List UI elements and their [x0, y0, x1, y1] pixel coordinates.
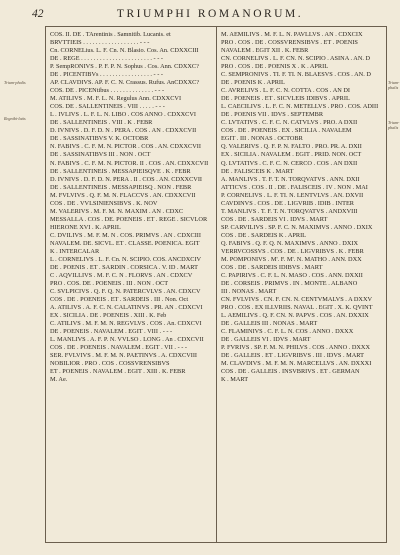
entry-line: M. Ae.: [50, 376, 68, 384]
entry-line: COS. DE . PICENtibus . . . . . . . . . . . . . . - - -: [50, 87, 165, 95]
entry-line: C. LVTATIVS . C. F. C. N. CATVLVS . PRO. A DXII: [221, 119, 358, 127]
entry-line: COS . DE . VVLSINIENSIBVS . K. NOV: [50, 199, 158, 207]
entry-line: CN. FVLVIVS . CN. F. CN. N. CENTVMALVS . A DXXV: [221, 296, 373, 304]
entry-line: N. FABIVS . C. F. M. N. PICTOR . COS . AN. CDXXCVII: [50, 143, 201, 151]
entry-line: PRO . COS . EX ILLVRIIS. NAVAL . EGIT . X. K. QVINT: [221, 304, 373, 312]
entry-line: L. CAECILIVS . L. F. C. N. METELLVS . PRO . COS. ADIII: [221, 103, 379, 111]
entry-line: T. MANLIVS . T. F. T. N. TORQVATVS . ANDXVIII: [221, 207, 358, 215]
entry-line: P. SempRONIVS . P. F. P. N. Sophus . Cos. Ann. CDXXC?: [50, 63, 199, 71]
entry-line: M. ATILIVS . M. F. L. N. Regulus Ann. CDXXCVI: [50, 95, 182, 103]
margin-note: Trium-phalis: [388, 120, 400, 130]
entry-line: DE . CORSEIS . PRIMVS . IN . MONTE . ALBANO: [221, 279, 358, 287]
entry-line: EX . SICILIA . DE . POENEIS . XIII . K. Feb: [50, 312, 167, 320]
entry-line: COS . DE . POENEIS . NAVALEM . EGIT . VII . - - -: [50, 344, 188, 352]
entry-line: L . IVLIVS . L. F. L. N. LIBO . COS ANNO . CDXXCVI: [50, 111, 197, 119]
entry-line: NAVALEM. DE. SICVL. ET . CLASSE. POENICA. EGIT: [50, 239, 200, 247]
entry-line: ATTICVS . COS . II . DE . FALISCEIS . IV . NON . MAI: [221, 183, 368, 191]
entry-line: EGIT . III . NONAS . OCTOBR: [221, 135, 303, 143]
margin-note: Regnibi-latis: [4, 116, 26, 121]
entry-line: D. IVNIVS . D. F. D. N . PERA . COS . AN . CDXXCVII: [50, 127, 197, 135]
entry-line: DE . SALLENTINEIS . MESSAPIEISQVE . K . FEBR: [50, 167, 191, 175]
entry-line: C. SVLPICIVS . Q. F. Q. N. PATERCVLVS . AN. CDXCV: [50, 288, 201, 295]
entry-line: L. AEMILIVS . Q. F. CN. N. PAPVS . COS . AN. DXXIX: [221, 312, 369, 320]
entry-line: M. AEMILIVS . M. F. L. N. PAVLLVS . AN . CDXCIX: [221, 31, 363, 38]
entry-line: CN. CORNELIVS . L. F. CN. N. SCIPIO . ASINA . AN. D: [221, 55, 371, 63]
entry-line: DE . FALISCEIS K . MART: [221, 167, 294, 175]
entry-line: VERRVCOSSVS . COS . DE . LIGVRIBVS . K . FEBR: [221, 247, 364, 255]
running-head: [32, 8, 388, 24]
entry-line: PRO . COS. DE . POENEIS . III . NON . OCT: [50, 279, 169, 287]
entry-line: NAVALEM . EGIT XII . K. FEBR: [221, 47, 309, 55]
entry-line: BRVTTIEIS . . . . . . . . . . . . . . . . . . - - -: [50, 39, 150, 47]
entry-line: P. CORNELIVS . L. F. TI. N. LENTVLVS . AN. DXVII: [221, 191, 364, 199]
page-number: 42: [32, 8, 44, 20]
entry-line: SER. FVLVIVS . M. F. M. N. PAETINVS . A. CDXCVIII: [50, 352, 198, 360]
entry-line: DE . POENIS K . APRIL: [221, 79, 285, 87]
entry-line: M. CLAVDIVS . M. F. M. N. MARCELLVS . AN. DXXXI: [221, 360, 372, 368]
entry-line: DE . SALLENTINEIS . MESSAPIEISQ . NON . FEBR: [50, 183, 192, 191]
entry-line: M. POMPONIVS . M'. F. M'. N. MATHO . ANN. DXX: [221, 255, 362, 263]
entry-line: L . CORNELIVS . L. F. Cn. N. SCIPIO. COS. ANCDXCIV: [50, 255, 202, 263]
entry-line: III . NONAS . MART: [221, 288, 277, 295]
column-divider: [216, 27, 217, 542]
entry-line: DE . POENEIS . NAVALEM . EGIT . VIII . - - -: [50, 328, 173, 336]
entry-line: A. MANLIVS . T. F. T. N. TORQVATVS . ANN. DXII: [221, 175, 360, 183]
entry-line: ET . POENEIS . NAVALEM . EGIT . XIII . K. FEBR: [50, 368, 186, 376]
entry-line: DE . GALLEIS VI . IDVS . MART: [221, 336, 311, 344]
entry-line: C. SEMPRONIVS . TI. F. TI. N. BLAESVS . COS . AN. D: [221, 71, 371, 79]
entry-line: COS. II. DE . TArentinis . Samnitib. Lucanis. et: [50, 31, 171, 38]
margin-note: Trium-phalis: [4, 80, 26, 85]
entry-line: SP. CARVILIVS . SP. F. C. N. MAXIMVS . ANNO . DXIX: [221, 223, 373, 231]
entry-line: COS . DE . GALLEIS . INSVBRIVS . ET . GERMAN: [221, 368, 360, 376]
entry-line: DE . GALLEIS III . NONAS . MART: [221, 320, 318, 328]
entry-line: COS . DE . POENEIS . ET . SARDEIS . III . Non. Oct: [50, 296, 189, 304]
entry-line: COS . DE . POENEIS . EX . SICILIA . NAVALEM: [221, 127, 352, 135]
page-title: TRIUMPHI ROMANORUM.: [116, 8, 304, 20]
entry-line: K . INTERCALAR: [50, 247, 100, 255]
entry-line: PRO . COS . DE . POENIS X . K . APRIL: [221, 63, 329, 71]
entry-line: DE . SASSINATIBVS V. K. OCTOBR: [50, 135, 149, 143]
entry-line: K . MART: [221, 376, 249, 384]
entry-line: DE . POENIS . ET . SARDIN . CORSICA . V. ID . MART: [50, 263, 198, 271]
entry-line: C . AQVILLIVS . M. F. C. N . FLORVS . AN . CDXCV: [50, 271, 193, 279]
entry-line: MESSALLA . COS . DE. POENEIS . ET . REGE . SICVLOR: [50, 215, 208, 223]
right-column: [221, 31, 383, 384]
entry-line: DE . POENEIS . ET . SICVLEIS IDIBVS . APRIL: [221, 95, 350, 103]
entry-line: DE . POENIS VII . IDVS . SEPTEMBR: [221, 111, 324, 119]
entry-line: COS. DE . SALLENTINEIS . VIII . . . . . - - -: [50, 103, 165, 111]
entry-line: PRO . COS . DE . COSSVRENSIBVS . ET . POENIS: [221, 39, 358, 47]
left-column: [50, 31, 212, 384]
entry-line: Cn. CORNELius. L. F. Cn. N. Blasio. Cos. An. CDXXCIII: [50, 47, 199, 55]
entry-line: C. PAPIRIVS . C. F. L. N. MASO . COS . ANN. DXXII: [221, 271, 363, 279]
entry-line: C. ATILIVS . M. F. M. N. REGVLVS . COS . An. CDXCVI: [50, 320, 202, 328]
entry-line: COS . DE . SARDEIS IDIBVS . MART: [221, 263, 323, 271]
entry-line: P. FVRIVS . SP. F. M. N. PHILVS . COS . ANNO . DXXX: [221, 344, 371, 352]
entry-line: EX . SICILIA . NAVALEM . EGIT . PRID. NON. OCT: [221, 151, 362, 159]
entry-line: M. VALERIVS . M. F. M. N. MAXIM . AN . CDXC: [50, 207, 184, 215]
entry-line: DE . SALLENTINEIS . VIII . K . FEBR: [50, 119, 153, 127]
entry-line: M. FVLVIVS . Q. F. M. N. FLACCVS . AN. CDXXCVII: [50, 191, 196, 199]
entry-line: Q. FABIVS . Q. F. Q. N. MAXIMVS . ANNO . DXIX: [221, 239, 359, 247]
entry-line: NOBILIOR . PRO . COS . COSSVRENSIBVS: [50, 360, 170, 368]
entry-line: D. IVNIVS . D. F. D. N. PERA . II . COS . AN. CDXXCVII: [50, 175, 203, 183]
entry-line: DE . SASSINATIBVS III . NON . OCT: [50, 151, 151, 159]
entry-line: CAVDINVS . COS . DE . LIGVRIB . IDIB . INTER: [221, 199, 354, 207]
entry-line: COS . DE . SARDEIS K . APRIL: [221, 231, 307, 239]
entry-line: DE . REGE . . . . . . . . . . . . . . . . . . . . . . . - - -: [50, 55, 163, 63]
entry-line: AP. CLAVDIVS. AP. F. C. N. Crassus. Rufus. AnCDXXC?: [50, 79, 200, 87]
entry-line: DE . PICENTIBVs . . . . . . . . . . . . . . . . . - - -: [50, 71, 163, 79]
margin-note: Trium-phalis: [388, 80, 400, 90]
entry-line: C. FLAMINIVS . C. F. L. N. COS . ANNO . DXXX: [221, 328, 354, 336]
entry-line: N. FABIVS . C. F. M. N. PICTOR. II . COS . AN. CDXXCVII: [50, 159, 209, 167]
entry-line: C. DVILIVS . M. F. M. N . COS. PRIMVS . AN . CDXCIII: [50, 231, 201, 239]
entry-line: A. ATILIVS . A. F. C. N. CALATINVS . PR. AN . CDXCVI: [50, 304, 203, 312]
entry-line: C. AVRELIVS . L. F. C. N. COTTA . COS . AN DI: [221, 87, 351, 95]
entry-line: DE . GALLEIS . ET . LIGVRIBVS . III . IDVS . MART: [221, 352, 364, 360]
entry-line: L. MANLIVS . A. F. P. N. VVLSO . LONG . An . CDXCVII: [50, 336, 204, 344]
entry-line: Q. VALERIVS . Q. F. P. N. FALTO . PRO. PR. A. DXII: [221, 143, 362, 151]
entry-line: COS . DE . SARDEIS VI . IDVS . MART: [221, 215, 328, 223]
entry-line: HIERONE XVI . K. APRIL: [50, 223, 121, 231]
text-frame: [45, 26, 387, 543]
entry-line: Q. LVTATIVS . C. F. C. N. CERCO . COS . AN DXII: [221, 159, 358, 167]
